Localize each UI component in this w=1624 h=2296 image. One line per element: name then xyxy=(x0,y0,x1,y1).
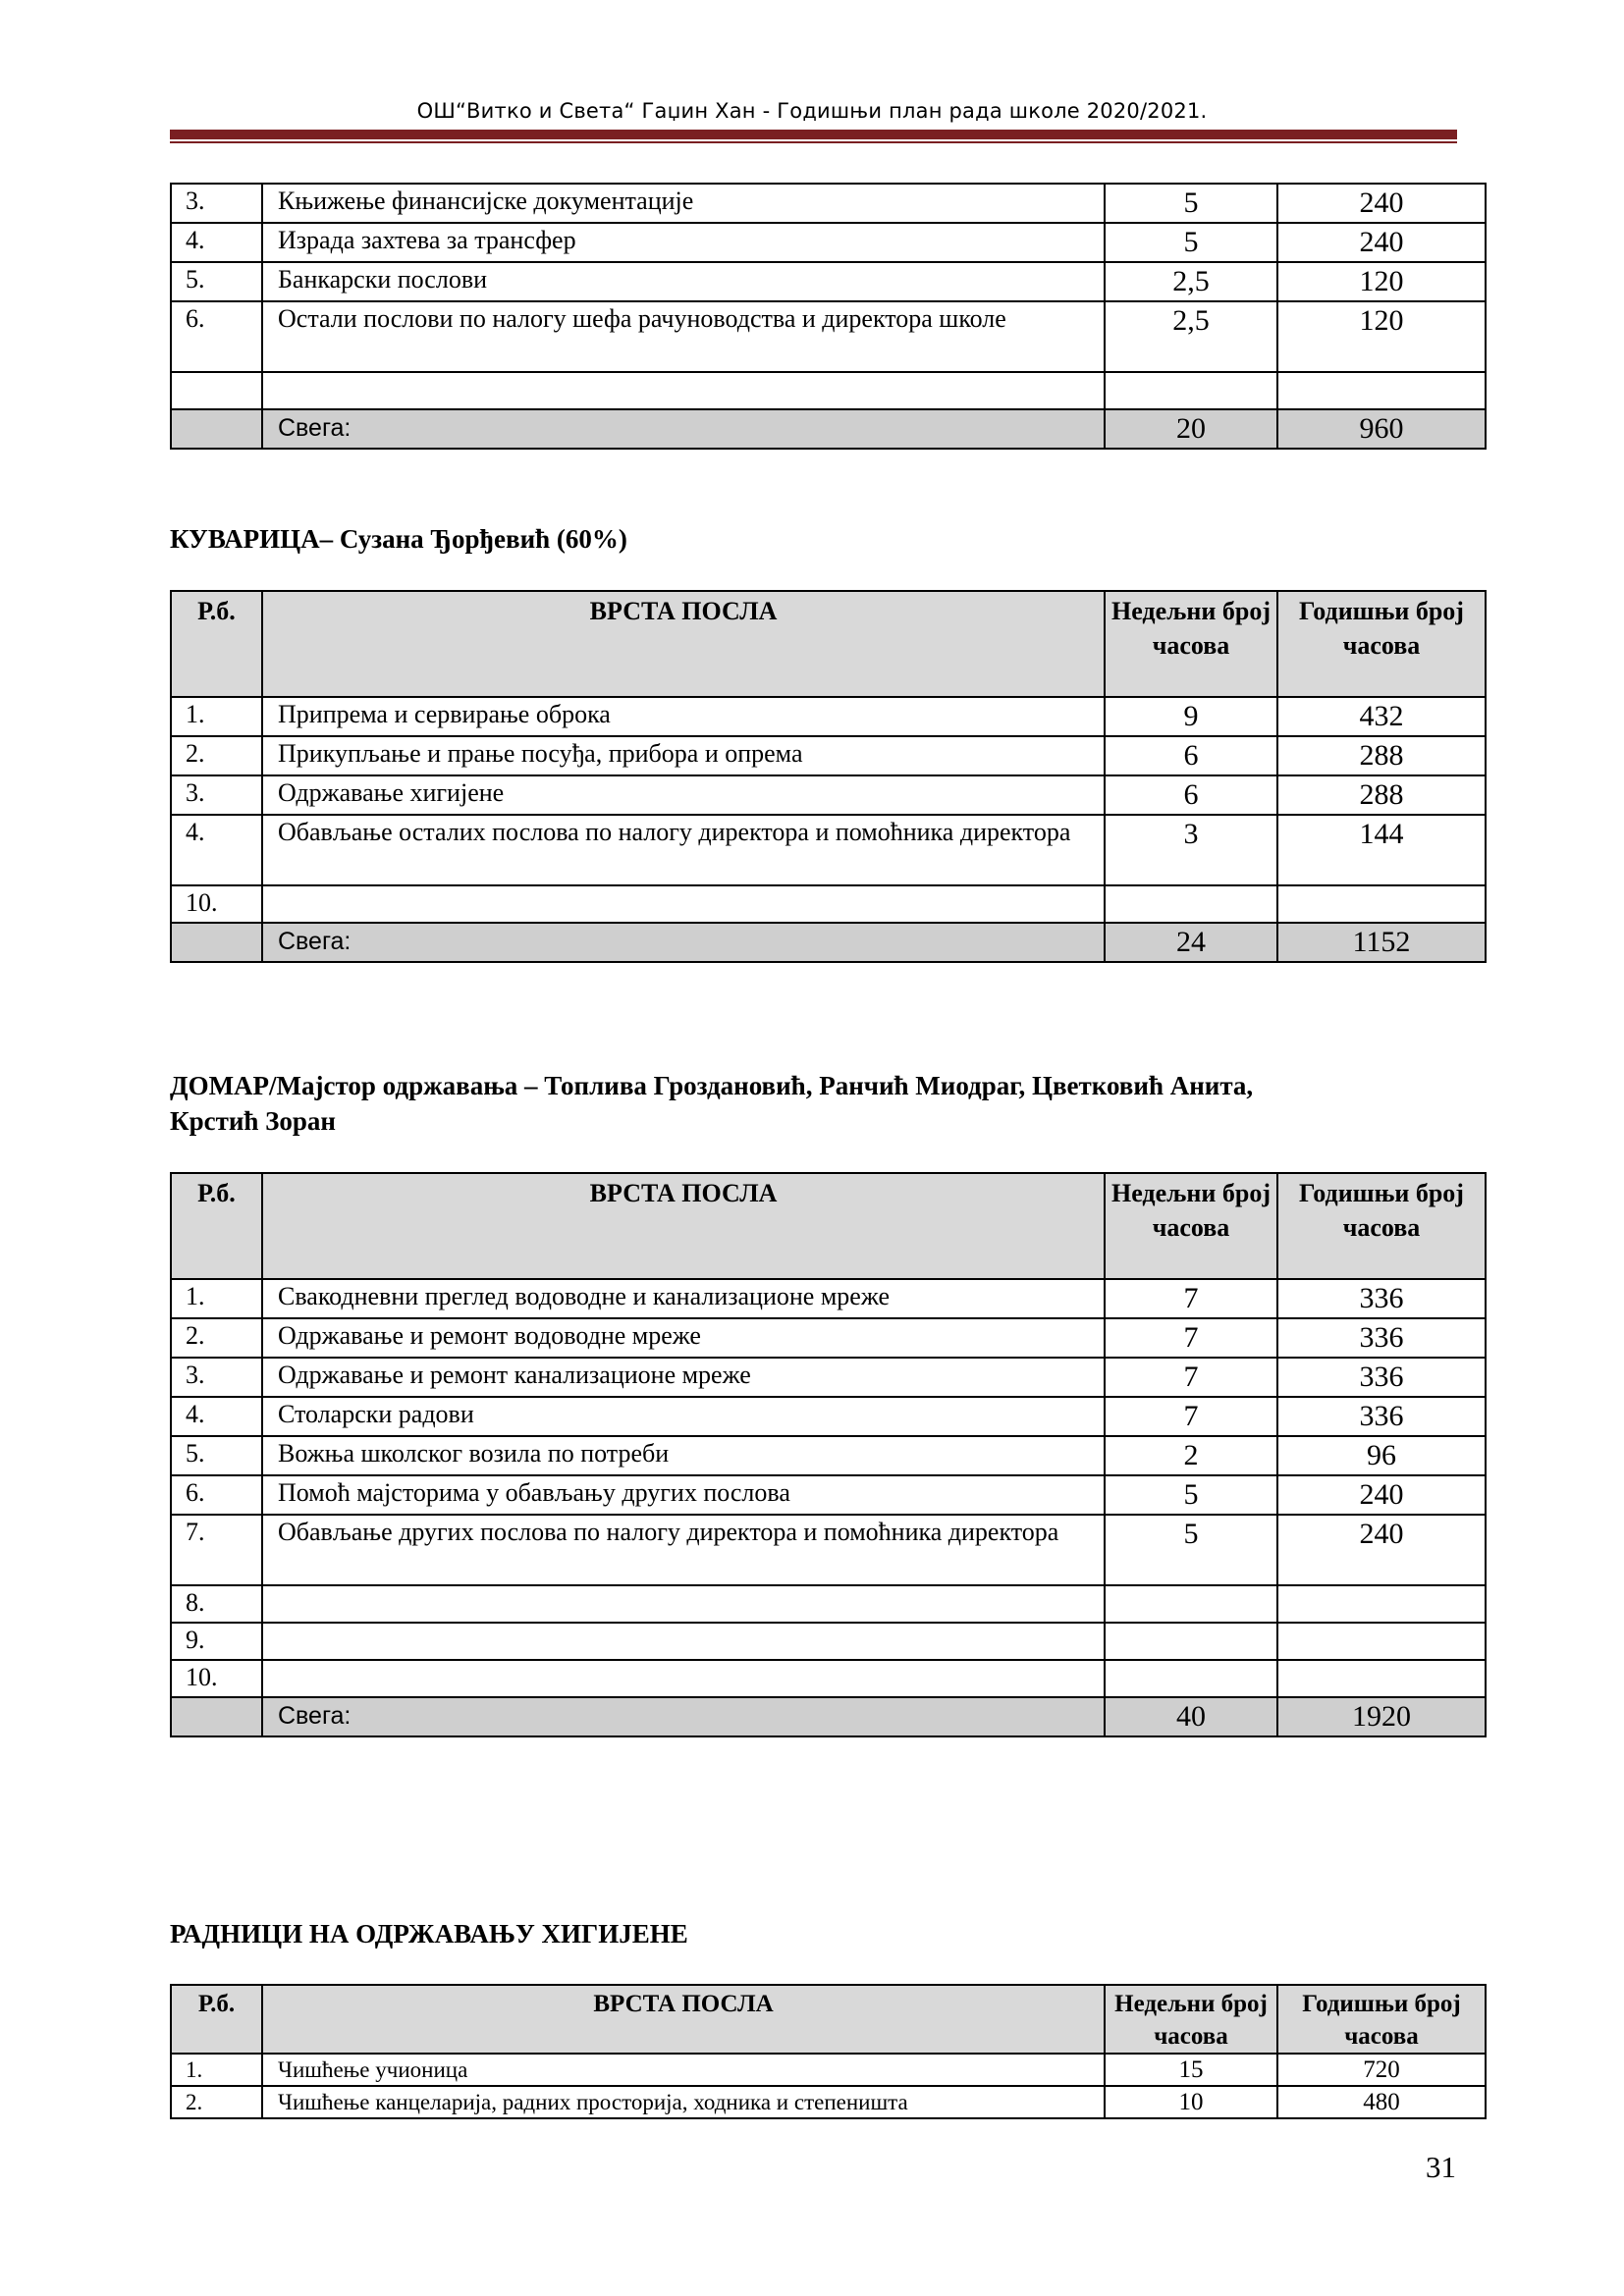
total-annual: 1152 xyxy=(1277,923,1486,962)
row-job: Обављање осталих послова по налогу директора и помоћника директора xyxy=(262,815,1105,885)
row-annual-hours: 480 xyxy=(1277,2086,1486,2118)
row-index: 1. xyxy=(171,2054,262,2086)
col-header-job: ВРСТА ПОСЛА xyxy=(262,1173,1105,1279)
row-weekly-hours: 5 xyxy=(1105,184,1277,223)
row-index: 1. xyxy=(171,697,262,736)
col-header-index: Р.б. xyxy=(171,1173,262,1279)
row-annual-hours: 336 xyxy=(1277,1279,1486,1318)
row-job: Чишћење учионица xyxy=(262,2054,1105,2086)
row-weekly-hours: 10 xyxy=(1105,2086,1277,2118)
row-index: 2. xyxy=(171,2086,262,2118)
row-annual-hours: 720 xyxy=(1277,2054,1486,2086)
table-row xyxy=(171,1279,1486,1318)
row-weekly-hours xyxy=(1105,1660,1277,1697)
row-job: Књижење финансијске документације xyxy=(262,184,1105,223)
table-row xyxy=(171,1660,1486,1697)
row-index: 5. xyxy=(171,1436,262,1475)
janitor-title-line-1: ДОМАР/Мајстор одржавања – Топлива Гроздановић, Ранчић Миодраг, Цветковић Анита, xyxy=(170,1071,1254,1100)
total-label: Свега: xyxy=(262,1697,1105,1736)
row-job: Остали послови по налогу шефа рачуноводства и директора школе xyxy=(262,301,1105,372)
row-job: Припрема и сервирање оброка xyxy=(262,697,1105,736)
row-annual-hours: 120 xyxy=(1277,262,1486,301)
row-job: Помоћ мајсторима у обављању других послова xyxy=(262,1475,1105,1515)
row-index: 3. xyxy=(171,1358,262,1397)
table-body xyxy=(171,1279,1486,1736)
row-job xyxy=(262,885,1105,923)
table-body xyxy=(171,2054,1486,2118)
cleaners-jobs-table xyxy=(170,1984,1487,2119)
row-annual-hours: 240 xyxy=(1277,184,1486,223)
row-weekly-hours xyxy=(1105,1623,1277,1660)
row-annual-hours xyxy=(1277,885,1486,923)
row-job: Столарски радови xyxy=(262,1397,1105,1436)
row-job: Израда захтева за трансфер xyxy=(262,223,1105,262)
row-index: 6. xyxy=(171,1475,262,1515)
row-weekly-hours: 5 xyxy=(1105,223,1277,262)
row-annual-hours: 96 xyxy=(1277,1436,1486,1475)
row-annual-hours xyxy=(1277,1623,1486,1660)
row-index: 3. xyxy=(171,184,262,223)
row-job: Банкарски послови xyxy=(262,262,1105,301)
table-row xyxy=(171,736,1486,775)
table-row xyxy=(171,2054,1486,2086)
row-index: 7. xyxy=(171,1515,262,1585)
row-weekly-hours: 2 xyxy=(1105,1436,1277,1475)
row-annual-hours: 240 xyxy=(1277,1515,1486,1585)
row-annual-hours: 288 xyxy=(1277,775,1486,815)
total-annual: 960 xyxy=(1277,409,1486,449)
total-annual: 1920 xyxy=(1277,1697,1486,1736)
row-weekly-hours: 2,5 xyxy=(1105,301,1277,372)
row-weekly-hours: 5 xyxy=(1105,1475,1277,1515)
table-row xyxy=(171,184,1486,223)
row-annual-hours: 288 xyxy=(1277,736,1486,775)
row-annual-hours xyxy=(1277,1660,1486,1697)
row-index: 2. xyxy=(171,736,262,775)
table-row xyxy=(171,1515,1486,1585)
row-weekly-hours: 7 xyxy=(1105,1318,1277,1358)
total-row xyxy=(171,923,1486,962)
total-row xyxy=(171,409,1486,449)
page-header-title: ОШ“Витко и Света“ Гаџин Хан - Годишњи план рада школе 2020/2021. xyxy=(416,99,1208,123)
page-number: 31 xyxy=(1426,2150,1456,2184)
row-index: 4. xyxy=(171,815,262,885)
row-annual-hours xyxy=(1277,372,1486,409)
table-row xyxy=(171,1585,1486,1623)
row-index: 4. xyxy=(171,1397,262,1436)
row-annual-hours: 120 xyxy=(1277,301,1486,372)
table-row xyxy=(171,372,1486,409)
table-row xyxy=(171,1358,1486,1397)
cook-section-title: КУВАРИЦА– Сузана Ђорђевић (60%) xyxy=(170,524,627,554)
row-annual-hours xyxy=(1277,1585,1486,1623)
row-weekly-hours: 6 xyxy=(1105,775,1277,815)
row-index: 1. xyxy=(171,1279,262,1318)
row-job: Одржавање хигијене xyxy=(262,775,1105,815)
cleaners-section-title: РАДНИЦИ НА ОДРЖАВАЊУ ХИГИЈЕНЕ xyxy=(170,1919,688,1949)
row-index: 8. xyxy=(171,1585,262,1623)
row-annual-hours: 432 xyxy=(1277,697,1486,736)
row-weekly-hours xyxy=(1105,1585,1277,1623)
col-header-annual: Годишњи број часова xyxy=(1277,1173,1486,1279)
table-row xyxy=(171,775,1486,815)
table-body xyxy=(171,697,1486,962)
row-weekly-hours: 9 xyxy=(1105,697,1277,736)
table-body xyxy=(171,184,1486,449)
row-weekly-hours: 7 xyxy=(1105,1397,1277,1436)
col-header-index: Р.б. xyxy=(171,591,262,697)
row-weekly-hours: 15 xyxy=(1105,2054,1277,2086)
accounting-jobs-table xyxy=(170,183,1487,450)
col-header-weekly: Недељни број часова xyxy=(1105,591,1277,697)
table-row xyxy=(171,1623,1486,1660)
table-row xyxy=(171,1475,1486,1515)
row-annual-hours: 336 xyxy=(1277,1358,1486,1397)
row-job xyxy=(262,1660,1105,1697)
table-row xyxy=(171,1397,1486,1436)
row-job: Чишћење канцеларија, радних просторија, ходника и степеништа xyxy=(262,2086,1105,2118)
row-job: Одржавање и ремонт водоводне мреже xyxy=(262,1318,1105,1358)
total-weekly: 24 xyxy=(1105,923,1277,962)
row-index: 5. xyxy=(171,262,262,301)
cook-jobs-table xyxy=(170,590,1487,963)
row-index: 10. xyxy=(171,1660,262,1697)
row-weekly-hours: 6 xyxy=(1105,736,1277,775)
row-weekly-hours: 7 xyxy=(1105,1358,1277,1397)
table-header-row xyxy=(171,1173,1486,1279)
janitor-title-line-2: Крстић Зоран xyxy=(170,1106,336,1136)
row-job xyxy=(262,1585,1105,1623)
row-annual-hours: 240 xyxy=(1277,223,1486,262)
row-job: Обављање других послова по налогу директора и помоћника директора xyxy=(262,1515,1105,1585)
total-weekly: 40 xyxy=(1105,1697,1277,1736)
table-row xyxy=(171,697,1486,736)
row-annual-hours: 336 xyxy=(1277,1397,1486,1436)
row-annual-hours: 336 xyxy=(1277,1318,1486,1358)
table-row xyxy=(171,885,1486,923)
row-weekly-hours: 7 xyxy=(1105,1279,1277,1318)
row-weekly-hours xyxy=(1105,885,1277,923)
col-header-weekly: Недељни број часова xyxy=(1105,1985,1277,2054)
col-header-index: Р.б. xyxy=(171,1985,262,2054)
col-header-job: ВРСТА ПОСЛА xyxy=(262,1985,1105,2054)
row-job xyxy=(262,1623,1105,1660)
row-weekly-hours xyxy=(1105,372,1277,409)
row-job: Свакодневни преглед водоводне и канализационе мреже xyxy=(262,1279,1105,1318)
table-header-row xyxy=(171,591,1486,697)
row-job: Одржавање и ремонт канализационе мреже xyxy=(262,1358,1105,1397)
row-index: 2. xyxy=(171,1318,262,1358)
row-annual-hours: 144 xyxy=(1277,815,1486,885)
table-row xyxy=(171,815,1486,885)
table-header-row xyxy=(171,1985,1486,2054)
header-rule xyxy=(170,130,1457,139)
row-job: Вожња школског возила по потреби xyxy=(262,1436,1105,1475)
row-weekly-hours: 3 xyxy=(1105,815,1277,885)
total-label: Свега: xyxy=(262,409,1105,449)
total-row xyxy=(171,1697,1486,1736)
row-weekly-hours: 5 xyxy=(1105,1515,1277,1585)
row-index: 9. xyxy=(171,1623,262,1660)
row-index: 6. xyxy=(171,301,262,372)
table-row xyxy=(171,223,1486,262)
table-row xyxy=(171,1436,1486,1475)
col-header-annual: Годишњи број часова xyxy=(1277,591,1486,697)
row-weekly-hours: 2,5 xyxy=(1105,262,1277,301)
row-index: 10. xyxy=(171,885,262,923)
total-label: Свега: xyxy=(262,923,1105,962)
row-index xyxy=(171,372,262,409)
table-row xyxy=(171,262,1486,301)
janitor-section-title xyxy=(170,1068,1253,1139)
col-header-annual: Годишњи број часова xyxy=(1277,1985,1486,2054)
row-job: Прикупљање и прање посуђа, прибора и опрема xyxy=(262,736,1105,775)
janitor-jobs-table xyxy=(170,1172,1487,1737)
table-row xyxy=(171,2086,1486,2118)
total-weekly: 20 xyxy=(1105,409,1277,449)
table-row xyxy=(171,1318,1486,1358)
row-index: 4. xyxy=(171,223,262,262)
row-index: 3. xyxy=(171,775,262,815)
table-row xyxy=(171,301,1486,372)
row-annual-hours: 240 xyxy=(1277,1475,1486,1515)
row-job xyxy=(262,372,1105,409)
col-header-job: ВРСТА ПОСЛА xyxy=(262,591,1105,697)
col-header-weekly: Недељни број часова xyxy=(1105,1173,1277,1279)
